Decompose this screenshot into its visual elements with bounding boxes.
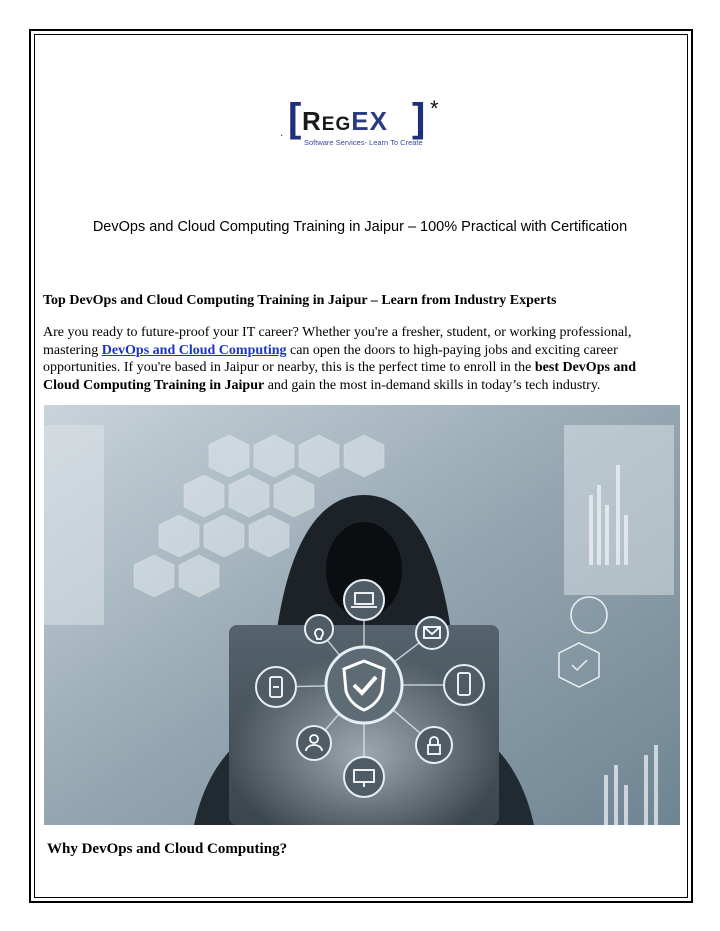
regex-logo	[280, 96, 450, 152]
section-heading: Top DevOps and Cloud Computing Training in Jaipur – Learn from Industry Experts	[43, 293, 557, 308]
logo-tagline: Software Services- Learn To Create	[304, 138, 423, 147]
monitor-icon	[344, 757, 384, 797]
laptop-icon	[344, 580, 384, 620]
phone-icon	[444, 665, 484, 705]
page-title: DevOps and Cloud Computing Training in Jaipur – 100% Practical with Certification	[92, 219, 628, 235]
logo-bracket-right: ]	[412, 96, 426, 140]
hero-illustration	[44, 405, 680, 825]
why-heading: Why DevOps and Cloud Computing?	[47, 841, 288, 857]
logo-star: *	[430, 96, 439, 121]
logo-dot: .	[280, 125, 284, 139]
logo-bracket-left: [	[288, 96, 302, 140]
intro-paragraph: Are you ready to future-proof your IT career? Whether you're a fresher, student, or working professional, mastering DevOps and Cloud Computing can open the doors to high-paying jobs and exciting career opportunities. If you're based in Jaipur or nearby, this is the perfect time to enroll in the best DevOps and Cloud Computing Training in Jaipur and gain the most in-demand skills in today’s tech industry.	[43, 325, 637, 393]
bold-phrase: best DevOps and Cloud Computing Training in Jaipur	[43, 360, 637, 393]
devops-cloud-link[interactable]: DevOps and Cloud Computing	[101, 342, 287, 358]
shield-check-icon	[326, 647, 402, 723]
logo-wordmark: REGEX	[302, 106, 388, 136]
hero-image	[44, 405, 680, 825]
